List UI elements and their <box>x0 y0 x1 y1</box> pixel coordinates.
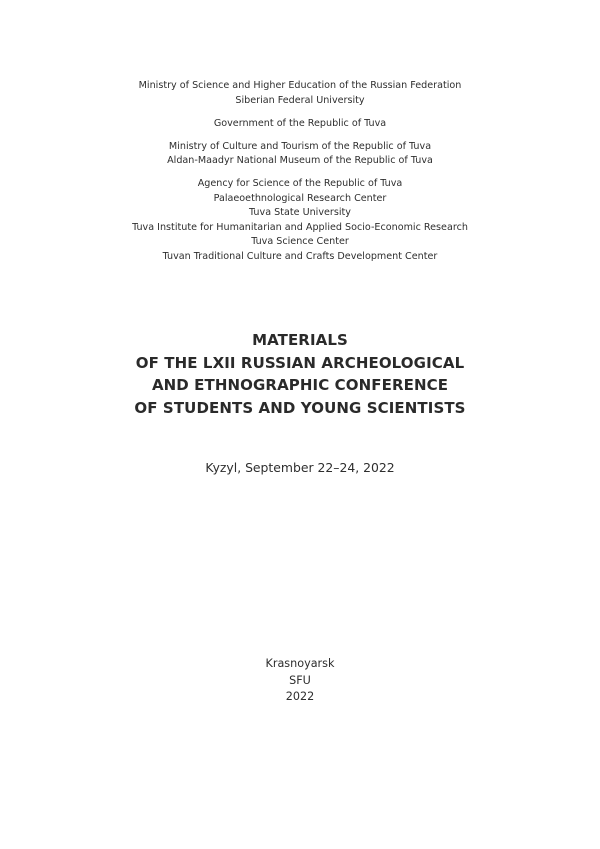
organizer-line: Siberian Federal University <box>235 94 365 106</box>
title-line: AND ETHNOGRAPHIC CONFERENCE <box>151 376 449 394</box>
organizer-line: Ministry of Culture and Tourism of the Republic of Tuva <box>168 140 432 152</box>
imprint-year: 2022 <box>285 690 315 703</box>
book-title <box>0 329 600 419</box>
organizer-group <box>0 177 600 264</box>
organizer-group <box>0 79 600 108</box>
imprint-city: Krasnoyarsk <box>265 657 335 670</box>
organizer-line: Tuva State University <box>249 207 351 218</box>
title-line: OF THE LXII RUSSIAN ARCHEOLOGICAL <box>135 353 465 372</box>
imprint-block <box>0 656 600 706</box>
organizer-line: Tuvan Traditional Culture and Crafts Development Center <box>162 250 438 262</box>
organizer-line: Agency for Science of the Republic of Tuva <box>197 178 403 189</box>
organizer-line: Aldan-Maadyr National Museum of the Republic of Tuva <box>167 155 433 166</box>
imprint-publisher: SFU <box>289 673 311 687</box>
organizer-group <box>0 117 600 132</box>
organizer-line: Ministry of Science and Higher Education of the Russian Federation <box>138 80 462 91</box>
organizer-line: Government of the Republic of Tuva <box>213 117 387 129</box>
organizer-line: Palaeoethnological Research Center <box>213 192 387 204</box>
organizer-group <box>0 140 600 169</box>
organizer-line: Tuva Institute for Humanitarian and Applied Socio-Economic Research <box>132 221 468 233</box>
title-line: MATERIALS <box>252 331 348 349</box>
title-line: OF STUDENTS AND YOUNG SCIENTISTS <box>134 398 466 417</box>
conference-date-place: Kyzyl, September 22–24, 2022 <box>205 460 395 475</box>
organizers-block <box>0 79 600 273</box>
organizer-line: Tuva Science Center <box>251 236 349 247</box>
